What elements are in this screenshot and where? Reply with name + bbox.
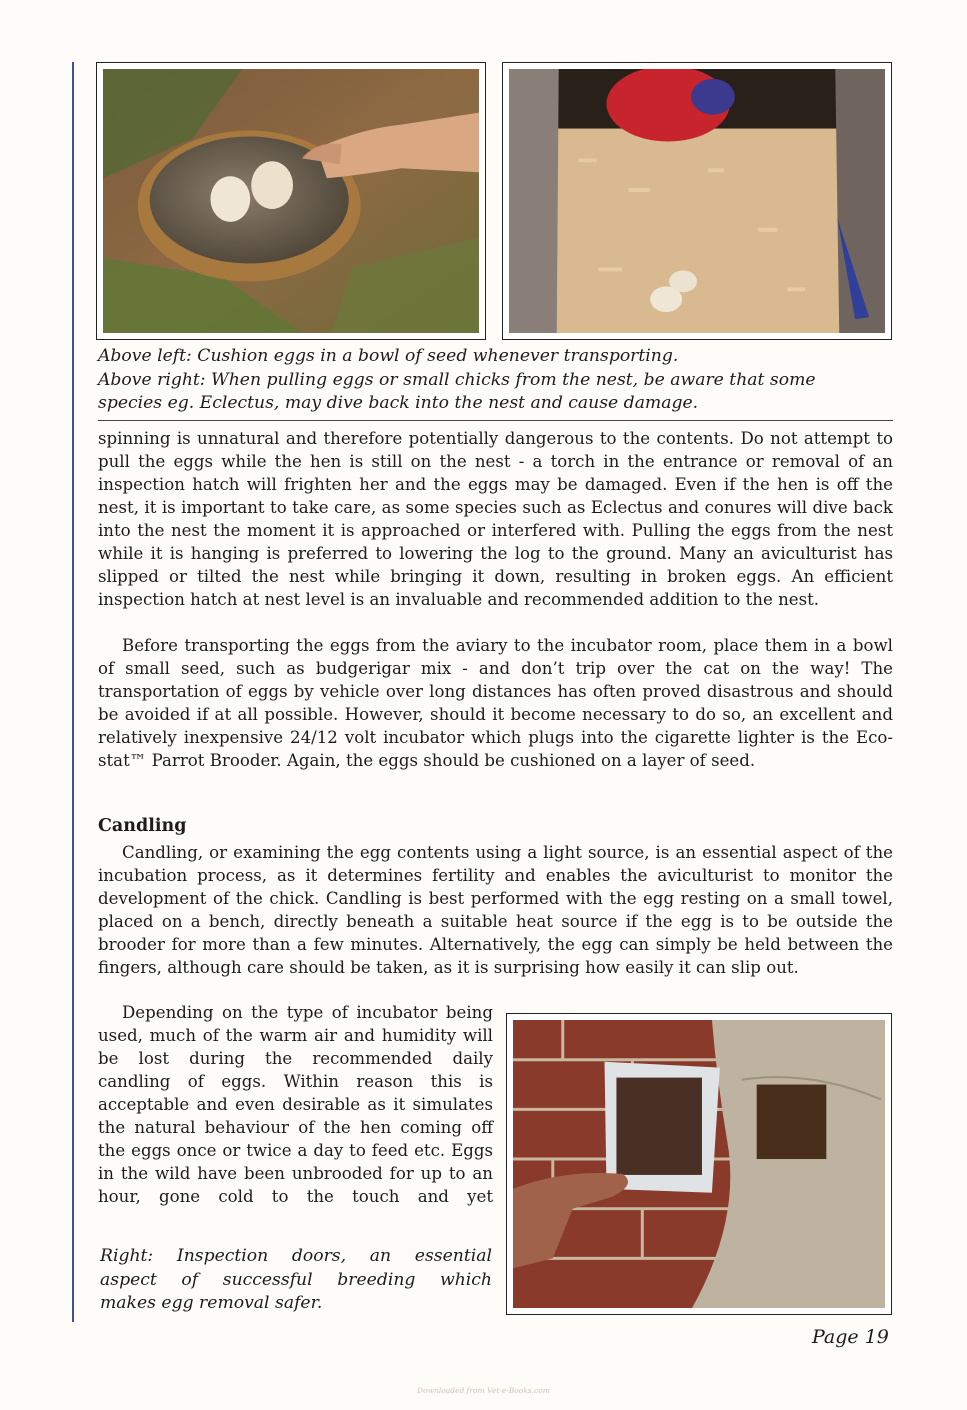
paragraph-text: Candling, or examining the egg contents using a light source, is an essential aspect of the incubation process, as it determines fertility and enables the aviculturist to monitor the development of the chick. Candling is best performed with the egg resting on a small towel, placed on a bench, directly beneath a suitable heat source if the egg is to be outside the brooder for more than a few minutes. Alternatively, the egg can simply be held between the fingers, although care should be taken, as it is surprising how easily it can slip out. [98,843,893,977]
caption-right-line-1: Right: Inspection doors, an essential [100,1246,492,1266]
footer-watermark: Downloaded from Vet-e-Books.com [417,1386,550,1395]
body-paragraph [98,634,893,772]
caption-top-line-3: species eg. Eclectus, may dive back into the nest and cause damage. [98,393,699,413]
caption-right-line-2: aspect of successful breeding which [100,1269,492,1290]
photo-inspection-door [506,1013,892,1315]
paragraph-text: spinning is unnatural and therefore potentially dangerous to the contents. Do not attempt to pull the eggs while the hen is still on the nest - a torch in the entrance or removal of an inspection hatch will frighten her and the eggs may be damaged. Even if the hen is off the nest, it is important to take care, as some species such as Eclectus and conures will dive back into the nest the moment it is approached or interfered with. Pulling the eggs from the nest while it is hanging is preferred to lowering the log to the ground. Many an aviculturist has slipped or tilted the nest while bringing it down, resulting in broken eggs. An efficient inspection hatch at nest level is an invaluable and recommended addition to the nest. [98,429,893,609]
caption-top-line-1: Above left: Cushion eggs in a bowl of seed whenever transporting. [98,346,679,366]
photo-eggs-in-seed-bowl [96,62,486,340]
paragraph-text: Depending on the type of incubator being used, much of the warm air and humidity will be lost during the recommended daily candling of eggs. Within reason this is acceptable and even desirable as it simulates the natural behaviour of the hen coming off the eggs once or twice a day to feed etc. Eggs in the wild have been unbrooded for up to an hour, gone cold to the touch and yet [98,1003,493,1206]
body-paragraph [98,841,893,979]
caption-right-photo [100,1245,492,1316]
photo-eggs-in-seed-bowl-image [103,69,479,333]
photo-nest-with-eclectus-image [509,69,885,333]
caption-top-line-2: Above right: When pulling eggs or small chicks from the nest, be aware that some [98,369,816,390]
section-heading-candling: Candling [98,816,187,836]
caption-right-line-3: makes egg removal safer. [100,1293,323,1313]
body-paragraph-wrapped [98,1001,493,1208]
caption-top-photos [98,345,898,416]
caption-divider [98,420,893,421]
photo-inspection-door-image [513,1020,885,1308]
page-number: Page 19 [812,1326,889,1348]
photo-nest-with-eclectus [502,62,892,340]
paragraph-text: Before transporting the eggs from the aviary to the incubator room, place them in a bowl of small seed, such as budgerigar mix - and don’t trip over the cat on the way! The transportation of eggs by vehicle over long distances has often proved disastrous and should be avoided if at all possible. However, should it become necessary to do so, an excellent and relatively inexpensive 24/12 volt incubator which plugs into the cigarette lighter is the Eco-stat™ Parrot Brooder. Again, the eggs should be cushioned on a layer of seed. [98,636,893,770]
body-paragraph [98,427,893,611]
margin-rule [72,62,74,1322]
